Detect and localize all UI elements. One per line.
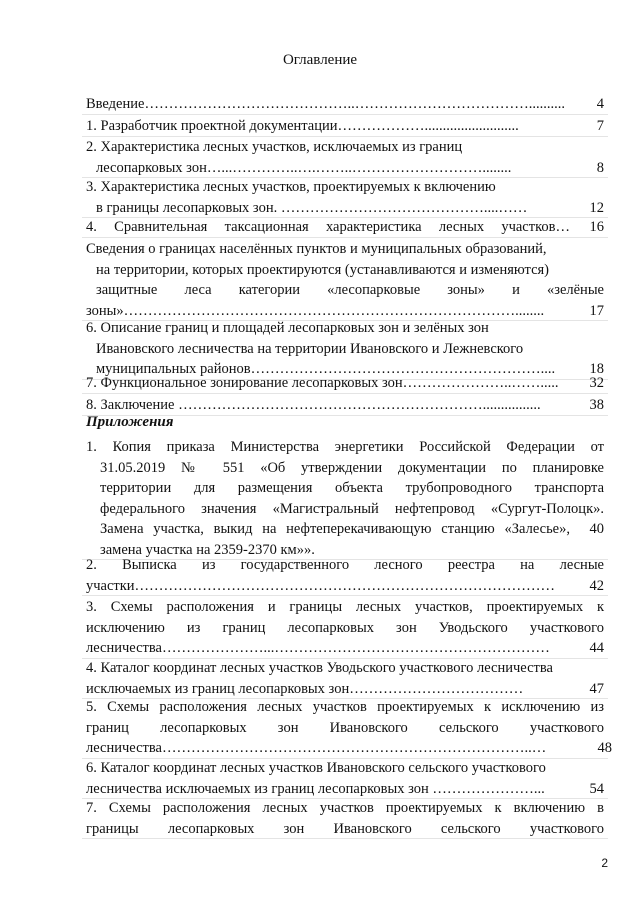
- toc-entry-page: 38: [589, 397, 604, 413]
- appendix-entry-page: 54: [589, 780, 604, 797]
- appendix-entry-text: исключению из границ лесопарковых зон Уводьского участкового: [86, 619, 604, 636]
- page-number: 2: [601, 856, 608, 870]
- appendix-entry-text: лесничества…………………………………………………………………..…: [86, 740, 547, 756]
- toc-entry-text: 7. Функциональное зонирование лесопарковых зон…………………..…….....: [86, 375, 559, 391]
- separator: [82, 595, 608, 596]
- appendix-entry-page: 48: [597, 740, 612, 756]
- toc-entry-page: 18: [589, 361, 604, 377]
- toc-entry-text: 4. Сравнительная таксационная характеристика лесных участков…: [86, 219, 570, 235]
- page-title: Оглавление: [282, 52, 358, 68]
- appendix-entry-page: 44: [589, 640, 604, 656]
- appendix-entry-text: 2. Выписка из государственного лесного реестра на лесные: [86, 557, 604, 573]
- toc-entry-page: 32: [589, 375, 604, 391]
- appendix-entry-text: 3. Схемы расположения и границы лесных участков, проектируемых к: [86, 599, 604, 615]
- separator: [82, 393, 608, 394]
- toc-entry-text: Ивановского лесничества на территории Ивановского и Лежневского: [96, 340, 524, 357]
- appendix-entry-text: 6. Каталог координат лесных участков Ивановского сельского участкового: [86, 760, 546, 776]
- toc-entry-page: 12: [589, 199, 604, 216]
- appendix-entry-text: 31.05.2019 № 551 «Об утверждении документации по планировке: [100, 459, 604, 476]
- appendix-entry-text: 1. Копия приказа Министерства энергетики Российской Федерации от: [86, 439, 604, 455]
- toc-entry-page: 7: [596, 118, 604, 134]
- toc-entry-text: 3. Характеристика лесных участков, проектируемых к включению: [86, 179, 496, 195]
- appendix-entry-text: 5. Схемы расположения лесных участков проектируемых к исключению из: [86, 699, 604, 715]
- toc-entry-text: 6. Описание границ и площадей лесопарковых зон и зелёных зон: [86, 320, 489, 336]
- toc-entry-text: Введение……………………………………..………………………………..........: [86, 96, 565, 112]
- toc-entry-text: 1. Разработчик проектной документации………………..........................: [86, 118, 519, 134]
- appendix-entry-text: 4. Каталог координат лесных участков Уводьского участкового лесничества: [86, 660, 553, 676]
- toc-entry-text: защитные леса категории «лесопарковые зоны» и «зелёные: [96, 282, 604, 298]
- toc-entry-page: 16: [589, 219, 604, 235]
- toc-entry-text: на территории, которых проектируются (устанавливаются и изменяются): [96, 261, 549, 278]
- appendix-entry-text: границ лесопарковых зон Ивановского сельского участкового: [86, 719, 604, 736]
- toc-entry-text: 2. Характеристика лесных участков, исключаемых из границ: [86, 139, 463, 155]
- toc-entry-text: лесопарковых зон…...…………..….……..………………………........: [96, 159, 512, 176]
- appendix-entry-text: 7. Схемы расположения лесных участков проектируемых к включению в: [86, 800, 604, 816]
- toc-entry-text: 8. Заключение ………………………………………………………................: [86, 397, 541, 413]
- appendix-heading: Приложения: [86, 414, 174, 430]
- appendix-entry-page: 42: [589, 577, 604, 594]
- appendix-entry-text: федерального значения «Магистральный нефтепровод «Сургут-Полоцк».: [100, 500, 604, 517]
- toc-entry-text: зоны»………………………………………………………………………........: [86, 302, 545, 319]
- separator: [82, 838, 608, 839]
- appendix-entry-text: территории для размещения объекта трубопроводного транспорта: [100, 480, 604, 496]
- appendix-entry-text: замена участка на 2359-2370 км»».: [100, 541, 315, 558]
- toc-entry-page: 4: [596, 96, 604, 112]
- toc-entry-text: Сведения о границах населённых пунктов и муниципальных образований,: [86, 241, 547, 257]
- appendix-entry-page: 47: [589, 680, 604, 697]
- appendix-entry-text: лесничества исключаемых из границ лесопарковых зон …………………...: [86, 780, 545, 797]
- appendix-entry-text: лесничества…………………...…………………………………………………: [86, 640, 550, 656]
- toc-entry-text: муниципальных районов……………………………………………………....: [96, 361, 556, 377]
- appendix-entry-page: 40: [589, 521, 604, 537]
- toc-entry-page: 17: [589, 302, 604, 319]
- separator: [82, 237, 608, 238]
- appendix-entry-text: участки……………………………………………………………………………: [86, 577, 556, 594]
- toc-entry-text: в границы лесопарковых зон. ……………………………………....……: [96, 199, 528, 216]
- appendix-entry-text: границы лесопарковых зон Ивановского сельского участкового: [86, 820, 604, 837]
- separator: [82, 114, 608, 115]
- toc-entry-page: 8: [596, 159, 604, 176]
- appendix-entry-text: исключаемых из границ лесопарковых зон………………………………: [86, 680, 524, 697]
- appendix-entry-text: Замена участка, выкид на нефтеперекачивающую станцию «Залесье»,: [100, 521, 570, 537]
